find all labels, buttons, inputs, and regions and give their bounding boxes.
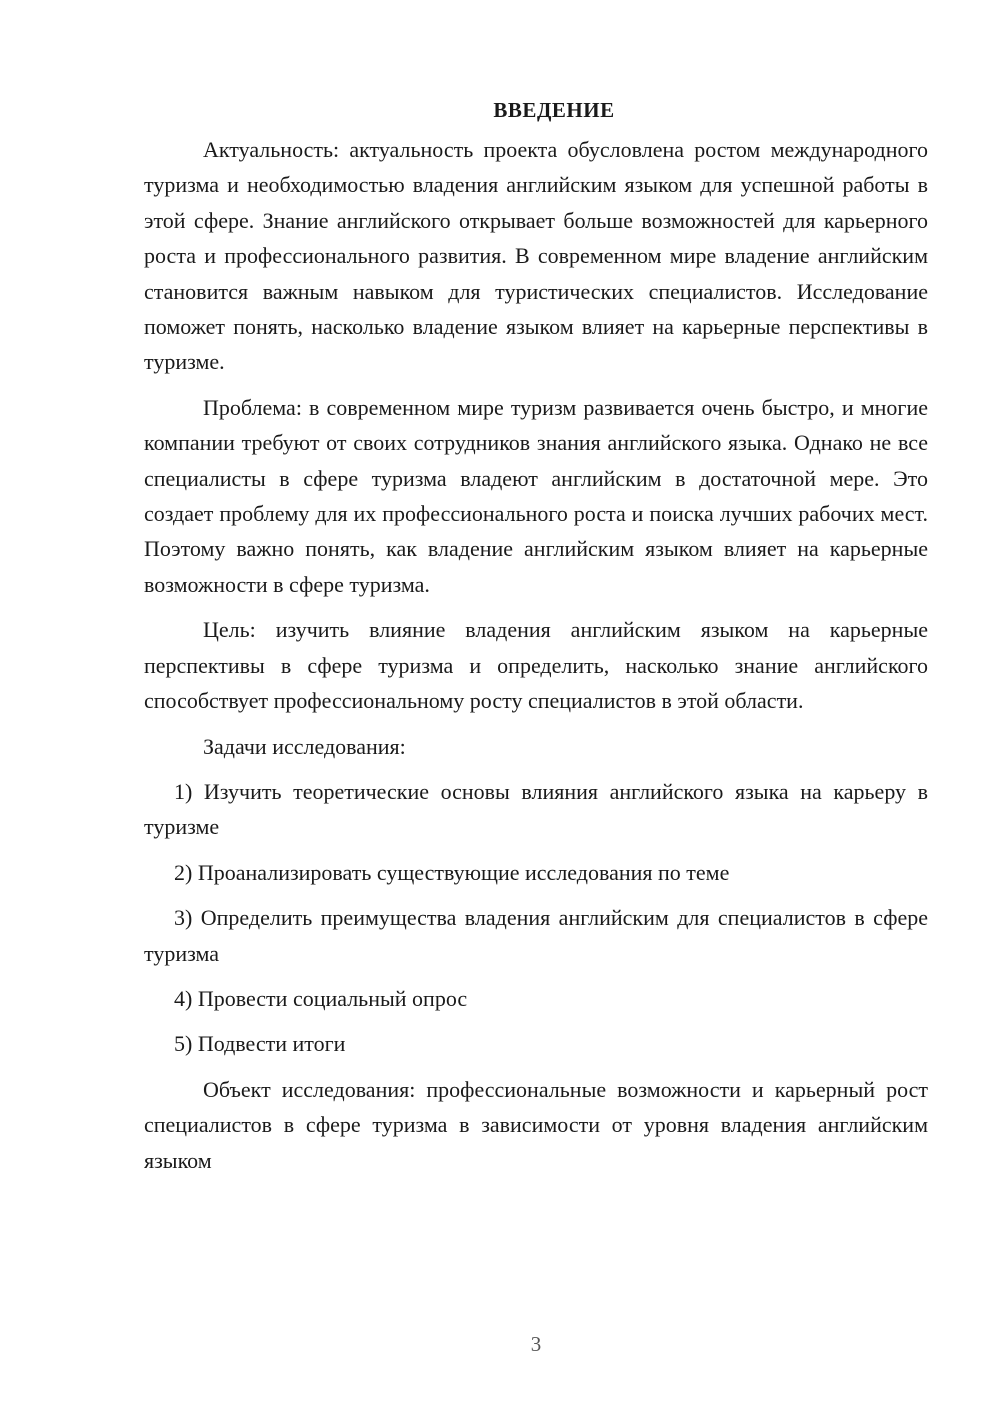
page-content [144, 88, 928, 1188]
paragraph-problem: Проблема: в современном мире туризм развивается очень быстро, и многие компании требуют от своих сотрудников знания английского языка. Однако не все специалисты в сфере туризма владеют английским в достаточной мере. Это создает проблему для их профессионального роста и поиска лучших рабочих мест. Поэтому важно понять, как владение английским языком влияет на карьерные возможности в сфере туризма. [144, 394, 928, 597]
tasks-list [144, 774, 928, 1062]
paragraph-goal: Цель: изучить влияние владения английским языком на карьерные перспективы в сфере туризма и определить, насколько знание английского способствует профессиональному росту специалистов в этой области. [144, 617, 928, 714]
page-number: 3 [530, 1332, 542, 1356]
list-item: 5) Подвести итоги [174, 1031, 346, 1057]
list-item: 3) Определить преимущества владения английским для специалистов в сфере туризма [144, 905, 928, 966]
list-item: 1) Изучить теоретические основы влияния английского языка на карьеру в туризме [144, 778, 928, 840]
paragraph-relevance: Актуальность: актуальность проекта обусловлена ростом международного туризма и необходимостью владения английским языком для успешной работы в этой сфере. Знание английского открывает больше возможностей для карьерного роста и профессионального развития. В современном мире владение английским становится важным навыком для туристических специалистов. Исследование поможет понять, насколько владение языком влияет на карьерные перспективы в туризме. [144, 137, 928, 375]
tasks-heading: Задачи исследования: [203, 733, 406, 759]
list-item: 4) Провести социальный опрос [174, 985, 468, 1011]
section-title: ВВЕДЕНИЕ [493, 98, 615, 122]
list-item: 2) Проанализировать существующие исследования по теме [174, 859, 730, 885]
paragraph-object: Объект исследования: профессиональные возможности и карьерный рост специалистов в сфере туризма в зависимости от уровня владения английским языком [144, 1076, 928, 1173]
